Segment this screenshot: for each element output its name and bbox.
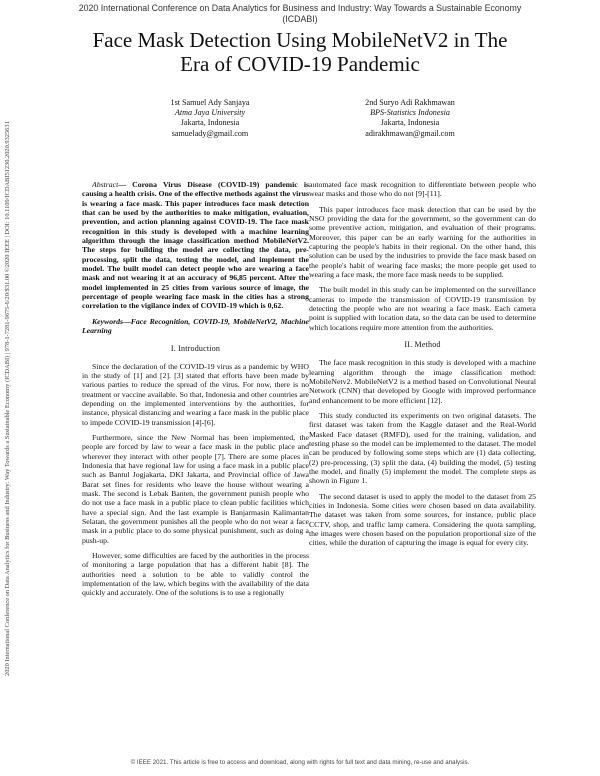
author-email: adirakhmawan@gmail.com	[365, 128, 455, 138]
copyright-footer: © IEEE 2021. This article is free to access and download, along with rights for full text and data mining, re-use and analysis.	[130, 759, 470, 766]
conference-name: 2020 International Conference on Data Analytics for Business and Industry: Way Towards a Sustainable Economy	[78, 3, 522, 13]
left-column	[82, 180, 309, 604]
paragraph: Furthermore, since the New Normal has been implemented, the people are forced by law to wear a face mask in the public place and wherever they interact with other people [7]. There are some places in Indonesia that have regional law for using a face mask in a public place such as Bantul Jogjakarta, DKI Jakarta, and Provincial office of Jawa Barat set fines for residents who leave the house without wearing a mask. The second is Lebak Banten, the government punish people who do not use a face mask in a public place to clean public facilities which have a special sign. And the last example is Banjarmasin Kalimantan Selatan, the government punishes all the people who do not wear a face mask in a public place to do some physical punishment, such as doing a push-up.	[82, 432, 309, 545]
paragraph: automated face mask recognition to differentiate between people who wear masks and those who do not [9]-[11].	[309, 180, 536, 199]
abstract	[82, 180, 309, 311]
paragraph: The second dataset is used to apply the model to the dataset from 25 cities in Indonesia. Some cities were chosen based on data availability. The dataset was taken from some sources, for instance, public place CCTV, shop, and traffic lamp camera. Considering the quota sampling, the images were chosen based on the population proportional size of the cities, while the duration of capturing the image is equal for every city.	[309, 491, 536, 548]
author-city: Jakarta, Indonesia	[380, 118, 440, 128]
keywords-body: —Face Recognition, COVID-19, MobileNetV2, Machine Learning	[82, 316, 309, 336]
author-name: 2nd Suryo Adi Rakhmawan	[365, 98, 455, 107]
paragraph: This study conducted its experiments on two original datasets. The first dataset was taken from the Kaggle dataset and the Real-World Masked Face dataset (RMFD), used for the training, validation, and testing phase so the model can be implemented to the dataset. The model can be produced by following some steps which are (1) data collecting, (2) pre-processing, (3) split the data, (4) building the model, (5) testing the model, and finally (5) implement the model. The complete steps as shown in Figure 1.	[309, 410, 536, 486]
keywords-label: Keywords	[92, 316, 123, 326]
author-affiliation: BPS-Statistics Indonesia	[370, 108, 450, 118]
author-block-2	[310, 98, 510, 139]
author-city: Jakarta, Indonesia	[180, 118, 240, 128]
author-block-1	[110, 98, 310, 139]
keywords	[82, 317, 309, 336]
conference-acronym: (ICDABI)	[282, 14, 318, 24]
author-affiliation: Atma Jaya University	[174, 108, 246, 118]
introduction-heading: I. Introduction	[170, 343, 221, 353]
abstract-label: Abstract	[92, 180, 119, 189]
paragraph: This paper introduces face mask detection that can be used by the NSO providing the data for the government, so the government can do some preventive action, mitigation, and evaluation of their programs. Moreover, this paper can be an early warning for the authorities in capturing the people's habits in their regional. On the other hand, this solution can be used by the industries to provide the face mask based on the people's habit of wearing face masks; the more people get used to wearing a face mask, the more face mask needs to be supplied.	[309, 204, 536, 280]
title-line-1: Face Mask Detection Using MobileNetV2 in The	[92, 28, 508, 52]
author-email: samuelady@gmail.com	[171, 128, 249, 138]
paragraph: Since the declaration of the COVID-19 virus as a pandemic by WHO in the study of [1] and [2]. [3] stated that efforts have been made by various parties to reduce the spread of the virus. For now, there is no treatment or vaccine available. So that, Indonesia and other countries are depending on the implemented interventions by the authorities, for instance, physical distancing and wearing a face mask in the public place to impede COVID-19 transmission [4]-[6].	[82, 361, 309, 427]
paragraph: However, some difficulties are faced by the authorities in the process of monitoring a large population that has a different habit [8]. The authorities need a solution to be able to validly control the implementation of the law, which begins with the availability of the data quickly and accurately. One of the solutions is to use a regionally	[82, 551, 309, 598]
author-name: 1st Samuel Ady Sanjaya	[170, 98, 250, 107]
conference-header	[60, 3, 540, 25]
doi-side-note	[4, 0, 12, 676]
paragraph: The face mask recognition in this study is developed with a machine learning algorithm through the image classification method: MobileNetv2. MobileNetV2 is a method based on Convolutional Neural Network (CNN) that developed by Google with improved performance and enhancement to be more efficient [12].	[309, 358, 536, 405]
abstract-body: — Corona Virus Disease (COVID-19) pandemic is causing a health crisis. One of the effective methods against the virus is wearing a face mask. This paper introduces face mask detection that can be used by the authorities to make mitigation, evaluation, prevention, and action planning against COVID-19. The face mask recognition in this study is developed with a machine learning algorithm through the image classification method MobileNetV2. The steps for building the model are collecting the data, pre-processing, split the data, testing the model, and implement the model. The built model can detect people who are wearing a face mask and not wearing it at an accuracy of 96,85 percent. After the model implemented in 25 cities from various source of image, the percentage of people wearing face mask in the cities has a strong correlation to the vigilance index of COVID-19 which is 0,62.	[82, 180, 309, 311]
right-column	[309, 180, 536, 554]
paper-title	[50, 28, 550, 76]
paragraph: The built model in this study can be implemented on the surveillance cameras to impede the transmission of COVID-19 transmission by detecting the people who are not wearing a face mask. Each camera point is supplied with location data, so the data can be used to determine which locations require more attention from the authorities.	[309, 285, 536, 332]
title-line-2: Era of COVID-19 Pandemic	[180, 52, 420, 76]
doi-line: 2020 International Conference on Data Analytics for Business and Industry: Way Towards a Sustainable Economy (ICDABI) | 978-1-7281-9675-6/20/$31.00 ©2020 IEEE | DOI: 10.1109/ICDABI51230.2020.9325631	[4, 121, 11, 676]
method-heading: II. Method	[404, 340, 441, 350]
